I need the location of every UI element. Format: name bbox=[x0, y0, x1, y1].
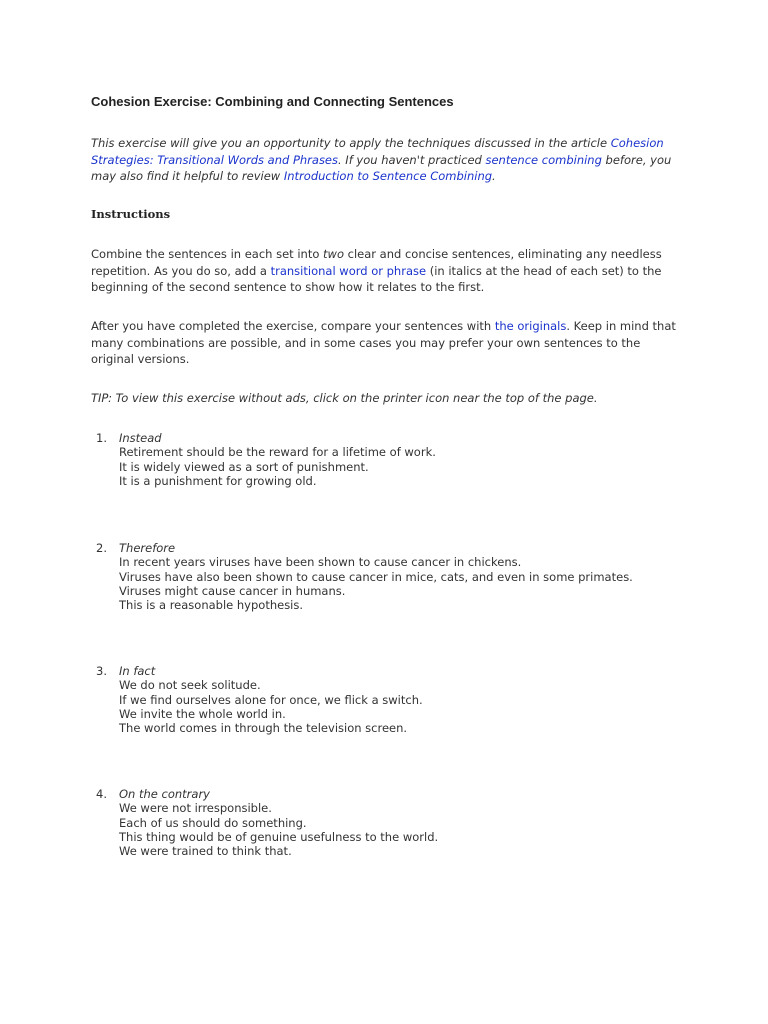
sentence-line: We were not irresponsible. bbox=[119, 801, 272, 816]
sentence-line: If we find ourselves alone for once, we flick a switch. bbox=[119, 692, 423, 707]
transition-cue: On the contrary bbox=[119, 787, 210, 801]
transition-cue: In fact bbox=[119, 664, 156, 678]
item-number: 2. bbox=[96, 541, 107, 555]
sentence-line: This is a reasonable hypothesis. bbox=[119, 598, 304, 613]
instr2-text-2: . Keep in mind that many combinations are possible, and in some cases you may prefer your own sentences to the original versions. bbox=[91, 319, 676, 366]
instr1-emphasis: two bbox=[323, 247, 344, 261]
item-number: 3. bbox=[96, 664, 107, 678]
sentence-line: This thing would be of genuine usefulness to the world. bbox=[119, 829, 439, 844]
instr1-text-2: clear and concise sentences, eliminating any needless repetition. As you do so, add a bbox=[91, 247, 662, 278]
transition-cue: Instead bbox=[119, 431, 162, 445]
sentence-line: In recent years viruses have been shown to cause cancer in chickens. bbox=[119, 555, 522, 570]
item-number: 1. bbox=[96, 431, 107, 445]
intro-paragraph bbox=[91, 135, 681, 185]
sentence-line: It is widely viewed as a sort of punishment. bbox=[119, 459, 369, 474]
sentence-combining-link[interactable]: sentence combining bbox=[485, 152, 602, 167]
instr1-text-3: (in italics at the head of each set) to the beginning of the second sentence to show how it relates to the first. bbox=[91, 263, 662, 294]
instr1-text-1: Combine the sentences in each set into bbox=[91, 247, 324, 261]
instructions-paragraph-2 bbox=[91, 318, 681, 368]
sentence-line: Viruses have also been shown to cause cancer in mice, cats, and even in some primates. bbox=[119, 569, 633, 584]
sentence-line: We were trained to think that. bbox=[119, 844, 292, 859]
transition-cue: Therefore bbox=[119, 541, 176, 555]
sentence-line: Retirement should be the reward for a lifetime of work. bbox=[119, 445, 436, 460]
sentence-line: We invite the whole world in. bbox=[119, 706, 286, 721]
item-number: 4. bbox=[96, 787, 107, 801]
intro-text-1: This exercise will give you an opportunity to apply the techniques discussed in the article bbox=[91, 136, 611, 150]
intro-sentence-combining-link[interactable]: Introduction to Sentence Combining bbox=[283, 169, 493, 183]
transitional-word-link[interactable]: transitional word or phrase bbox=[270, 263, 427, 278]
cohesion-strategies-link[interactable]: Cohesion Strategies: Transitional Words and Phrases bbox=[91, 136, 664, 167]
sentence-line: It is a punishment for growing old. bbox=[119, 473, 317, 488]
intro-text-4: . bbox=[492, 169, 496, 183]
instructions-paragraph-1 bbox=[91, 246, 681, 296]
sentence-line: Viruses might cause cancer in humans. bbox=[119, 583, 346, 598]
originals-link[interactable]: the originals bbox=[494, 319, 567, 333]
instr2-text-1: After you have completed the exercise, compare your sentences with bbox=[91, 319, 495, 333]
instructions-heading: Instructions bbox=[91, 207, 171, 221]
intro-text-3: before, you may also find it helpful to review bbox=[91, 152, 672, 183]
sentence-line: The world comes in through the television screen. bbox=[119, 721, 408, 736]
sentence-line: Each of us should do something. bbox=[119, 815, 307, 830]
tip-text: TIP: To view this exercise without ads, click on the printer icon near the top of the page. bbox=[91, 391, 598, 405]
intro-text-2: . If you haven't practiced bbox=[338, 152, 486, 167]
page-title: Cohesion Exercise: Combining and Connecting Sentences bbox=[91, 94, 454, 109]
sentence-line: We do not seek solitude. bbox=[119, 678, 261, 693]
